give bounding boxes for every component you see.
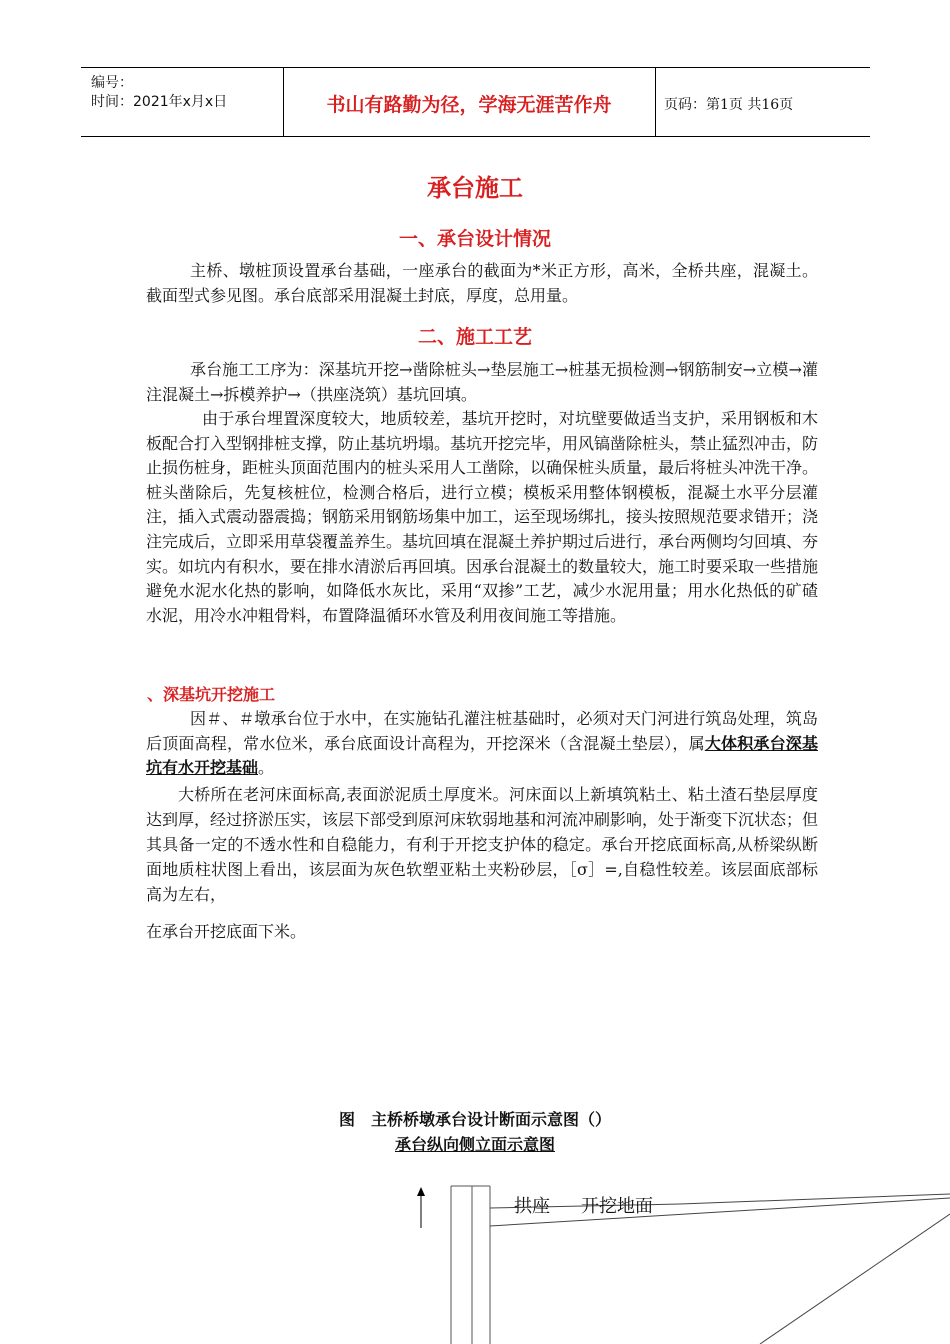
paragraph-geology-end: 在承台开挖底面下米。 [146, 922, 307, 941]
document-date-label: 时间：2021年x月x日 [91, 94, 228, 110]
figure-caption: 图 主桥桥墩承台设计断面示意图（） [338, 1110, 611, 1129]
paragraph-process-sequence: 承台施工工序为：深基坑开挖→凿除桩头→垫层施工→桩基无损检测→钢筋制安→立模→灌注混凝土→拆模养护→（拱座浇筑）基坑回填。 [146, 360, 818, 404]
document-code-label: 编号： [91, 75, 133, 91]
header-divider [655, 68, 656, 136]
document-header [81, 67, 870, 137]
section-heading-process: 二、施工工艺 [417, 326, 532, 348]
page-info: 页码：第1页 共16页 [664, 97, 794, 113]
header-motto: 书山有路勤为径，学海无涯苦作舟 [326, 94, 612, 116]
elevation-arrow-head [417, 1187, 425, 1196]
excavation-intro-end: 。 [258, 758, 275, 778]
subsection-heading-excavation: 、深基坑开挖施工 [147, 685, 276, 704]
label-gongzuo: 拱座 [514, 1196, 550, 1217]
figure-subcaption [0, 1132, 950, 1155]
section-heading-design: 一、承台设计情况 [398, 228, 551, 250]
slope-line-right [680, 1194, 950, 1204]
excavation-emphasis: 大体积承台深基坑有水开挖基础 [146, 733, 818, 778]
label-excavation-ground: 开挖地面 [581, 1196, 653, 1217]
paragraph-process-detail: 由于承台埋置深度较大，地质较差，基坑开挖时，对坑壁要做适当支护，采用钢板和木板配合打入型钢排桩支撑，防止基坑坍塌。基坑开挖完毕，用风镐凿除桩头，禁止猛烈冲击，防止损伤桩身，距桩头顶面范围内的桩头采用人工凿除，以确保桩头质量，最后将桩头冲洗干净。桩头凿除后，先复核桩位，检测合格后，进行立模；模板采用整体钢模板，混凝土水平分层灌注，插入式震动器震捣；钢筋采用钢筋场集中加工，运至现场绑扎，接头按照规范要求错开；浇注完成后，立即采用草袋覆盖养生。基坑回填在混凝土养护期过后进行，承台两侧均匀回填、夯实。如坑内有积水，要在排水清淤后再回填。因承台混凝土的数量较大，施工时要采取一些措施避免水泥水化热的影响，如降低水灰比，采用“双掺”工艺，减少水泥用量；用水化热低的矿碴水泥，用冷水冲粗骨料，布置降温循环水管及利用夜间施工等措施。 [146, 409, 819, 625]
paragraph-design: 主桥、墩桩顶设置承台基础，一座承台的截面为*米正方形，高米，全桥共座，混凝土。截面型式参见图。承台底部采用混凝土封底，厚度，总用量。 [146, 261, 818, 305]
paragraph-geology: 大桥所在老河床面标高,表面淤泥质土厚度米。河床面以上新填筑粘土、粘土渣石垫层厚度达到厚，经过挤淤压实，该层下部受到原河床软弱地基和河流冲刷影响，处于渐变下沉状态；但其具备一定的不透水性和自稳能力，有利于开挖支护体的稳定。承台开挖底面标高,从桥梁纵断面地质柱状图上看出，该层面为灰色软塑亚粘土夹粉砂层，［σ］=,自稳性较差。该层面底部标高为左右， [146, 785, 819, 904]
figure-subcaption-text: 承台纵向侧立面示意图 [394, 1135, 555, 1154]
page-title: 承台施工 [427, 173, 523, 202]
excavation-intro-text: 因＃、＃墩承台位于水中，在实施钻孔灌注桩基础时，必须对天门河进行筑岛处理，筑岛后顶面高程，常水位米，承台底面设计高程为，开挖深米（含混凝土垫层），属 [146, 709, 818, 753]
cap-elevation-diagram [0, 1180, 950, 1344]
slope-line-lower [760, 1214, 950, 1344]
paragraph-excavation-intro [146, 707, 818, 781]
